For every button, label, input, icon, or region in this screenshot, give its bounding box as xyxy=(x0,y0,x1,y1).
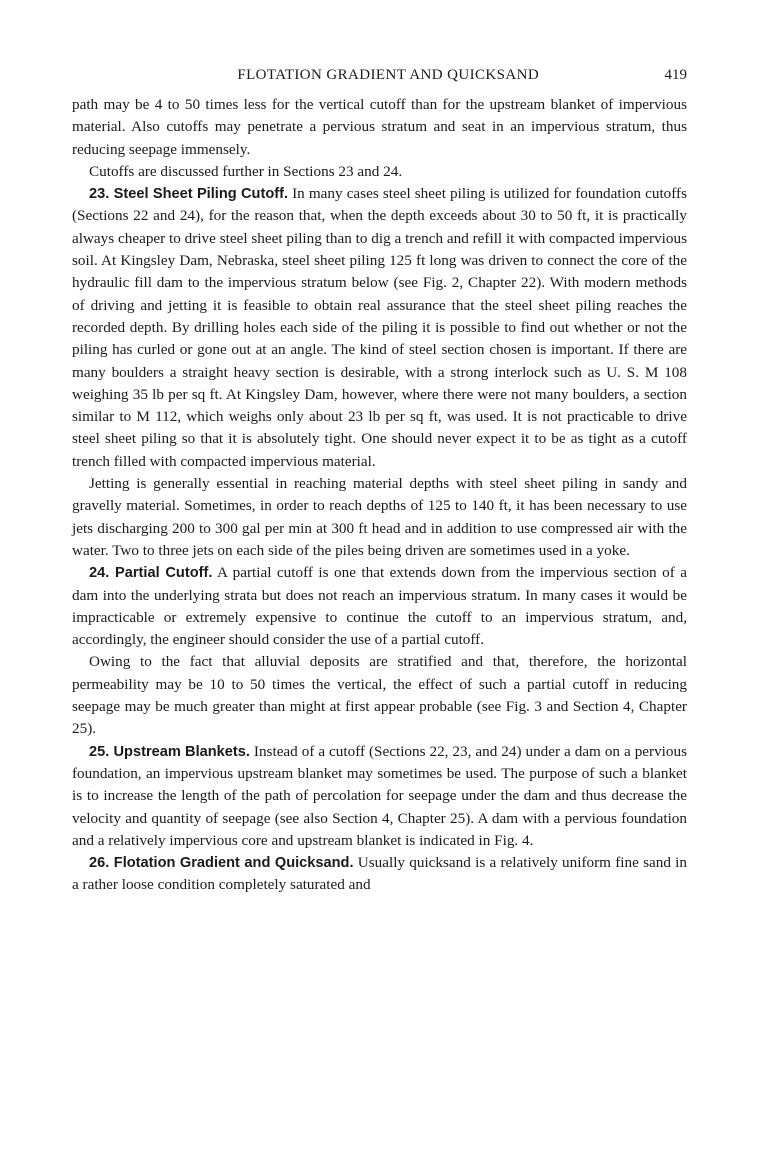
section-25 xyxy=(72,741,687,852)
paragraph-owing: Owing to the fact that alluvial deposits are stratified and that, therefore, the horizontal permeability may be 10 to 50 times the vertical, the effect of such a partial cutoff in reducing seepage may be much greater than might at first appear probable (see Fig. 3 and Section 4, Chapter 25). xyxy=(72,653,687,738)
section-24 xyxy=(72,562,687,651)
paragraph-continuation: path may be 4 to 50 times less for the vertical cutoff than for the upstream blanket of impervious material. Also cutoffs may penetrate a pervious stratum and seat in an impervious stratum, thus reducing seepage immensely. xyxy=(72,96,687,158)
running-header xyxy=(72,64,687,94)
book-page xyxy=(72,64,687,897)
section-24-heading: 24. Partial Cutoff. xyxy=(89,565,213,582)
paragraph-jetting: Jetting is generally essential in reaching material depths with steel sheet piling in sandy and gravelly material. Sometimes, in order to reach depths of 125 to 140 ft, it has been necessary to use jets discharging 200 to 300 gal per min at 300 ft head and in addition to use compressed air with the water. Two to three jets on each side of the piles being driven are sometimes used in a yoke. xyxy=(72,475,687,559)
section-23 xyxy=(72,183,687,473)
section-26 xyxy=(72,852,687,897)
section-23-text: In many cases steel sheet piling is utilized for foundation cutoffs (Sections 22 and 24), for the reason that, when the depth exceeds about 30 to 50 ft, it is practically always cheaper to drive steel sheet piling than to dig a trench and refill it with compacted impervious soil. At Kingsley Dam, Nebraska, steel sheet piling 125 ft long was driven to connect the core of the hydraulic fill dam to the impervious stratum below (see Fig. 2, Chapter 22). With modern methods of driving and jetting it is feasible to obtain real assurance that the steel sheet piling reaches the recorded depth. By drilling holes each side of the piling it is possible to find out whether or not the piling has curled or gone out at an angle. The kind of steel section chosen is important. If there are many boulders a straight heavy section is desirable, with a strong interlock such as U. S. M 108 weighing 35 lb per sq ft. At Kingsley Dam, however, where there were not many boulders, a section similar to M 112, which weighs only about 23 lb per sq ft, was used. It is not practicable to drive steel sheet piling so that it is absolutely tight. One should never expect it to be as tight as a cutoff trench filled with compacted impervious material. xyxy=(72,185,688,470)
section-24-text: A partial cutoff is one that extends down from the impervious section of a dam into the underlying strata but does not reach an impervious stratum. In many cases it would be impracticable or extremely expensive to continue the cutoff to an impervious stratum, and, accordingly, the engineer should consider the use of a partial cutoff. xyxy=(72,564,688,649)
section-26-text: Usually quicksand is a relatively uniform fine sand in a rather loose condition completely saturated and xyxy=(72,854,687,894)
section-25-text: Instead of a cutoff (Sections 22, 23, and 24) under a dam on a pervious foundation, an impervious upstream blanket may sometimes be used. The purpose of such a blanket is to increase the length of the path of percolation for seepage under the dam and thus decrease the velocity and quantity of seepage (see also Section 4, Chapter 25). A dam with a pervious foundation and a relatively impervious core and upstream blanket is indicated in Fig. 4. xyxy=(72,742,687,849)
section-25-heading: 25. Upstream Blankets. xyxy=(89,743,250,760)
page-number: 419 xyxy=(664,67,687,83)
paragraph-cutoffs-note: Cutoffs are discussed further in Sections 23 and 24. xyxy=(89,162,403,180)
section-26-heading: 26. Flotation Gradient and Quicksand. xyxy=(89,855,354,872)
section-23-heading: 23. Steel Sheet Piling Cutoff. xyxy=(89,186,289,203)
running-title: FLOTATION GRADIENT AND QUICKSAND xyxy=(237,67,540,83)
